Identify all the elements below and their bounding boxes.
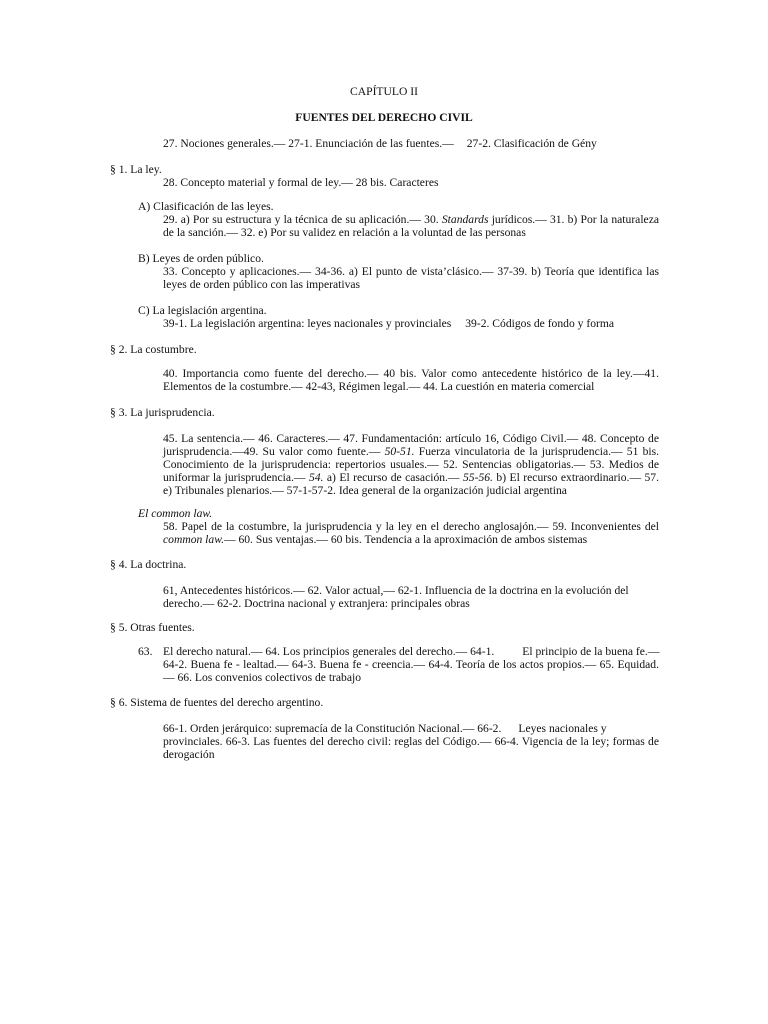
- section-3-heading: § 3. La jurisprudencia.: [110, 406, 215, 419]
- section-1-heading: § 1. La ley.: [110, 163, 162, 176]
- section-2-line-2: Elementos de la costumbre.— 42-43, Régimen legal.— 44. La cuestión en materia comercial: [163, 380, 595, 393]
- section-4-line-1: 61, Antecedentes históricos.— 62. Valor actual,— 62-1. Influencia de la doctrina en la evolución del: [163, 584, 629, 597]
- section-5-number: 63.: [138, 645, 153, 658]
- section-6-line-1: [163, 722, 607, 735]
- chapter-number: CAPÍTULO II: [350, 85, 418, 98]
- text-span: — 60. Sus ventajas.— 60 bis. Tendencia a la aproximación de ambos sistemas: [223, 533, 588, 546]
- text-span: 39-1. La legislación argentina: leyes nacionales y provinciales: [163, 317, 452, 330]
- text-span: a) El recurso de casación.—: [326, 471, 460, 484]
- subsection-c-heading: C) La legislación argentina.: [138, 304, 267, 317]
- italic-term: Standards: [441, 213, 489, 226]
- section-5-line-1: [163, 645, 659, 658]
- section-4-line-2: derecho.— 62-2. Doctrina nacional y extranjera: principales obras: [163, 597, 470, 610]
- text-span: El derecho natural.— 64. Los principios generales del derecho.— 64-1.: [163, 645, 495, 658]
- section-2-heading: § 2. La costumbre.: [110, 343, 197, 356]
- chapter-title: FUENTES DEL DERECHO CIVIL: [295, 111, 473, 124]
- text-span: jurisprudencia.—49. Su valor como fuente.—: [163, 445, 381, 458]
- subsection-b-line-1: 33. Concepto y aplicaciones.— 34-36. a) El punto de vista’clásico.— 37-39. b) Teoría que identifica las: [163, 265, 659, 278]
- subsection-a-line-2: de la sanción.— 32. e) Por su validez en relación a la voluntad de las personas: [163, 226, 526, 239]
- section-6-line-2: provinciales. 66-3. Las fuentes del derecho civil: reglas del Código.— 66-4. Vigencia de la ley; formas de: [163, 735, 659, 748]
- subsection-a-line-1: [163, 213, 659, 226]
- section-3-line-4: [163, 471, 659, 484]
- section-2-line-1: 40. Importancia como fuente del derecho.— 40 bis. Valor como antecedente histórico de la ley.—41.: [163, 367, 659, 380]
- section-5-line-3: — 66. Los convenios colectivos de trabajo: [163, 671, 362, 684]
- common-law-line-1: 58. Papel de la costumbre, la jurisprudencia y la ley en el derecho anglosajón.— 59. Inconvenientes del: [163, 520, 659, 533]
- italic-term: 55-56.: [463, 471, 493, 484]
- section-3-line-2: [163, 445, 659, 458]
- text-span: Leyes nacionales y: [518, 722, 607, 735]
- subsection-b-line-2: leyes de orden público con las imperativas: [163, 278, 361, 291]
- text-span: 66-1. Orden jerárquico: supremacía de la Constitución Nacional.— 66-2.: [163, 722, 502, 735]
- text-span: 29. a) Por su estructura y la técnica de su aplicación.— 30.: [163, 213, 439, 226]
- section-6-heading: § 6. Sistema de fuentes del derecho argentino.: [110, 696, 324, 709]
- text-span: jurídicos.— 31. b) Por la naturaleza: [491, 213, 659, 226]
- italic-term: 50-51.: [384, 445, 415, 458]
- section-6-line-3: derogación: [163, 748, 215, 761]
- text-span: uniformar la jurisprudencia.—: [163, 471, 306, 484]
- subsection-c-line: [163, 317, 614, 330]
- section-4-heading: § 4. La doctrina.: [110, 558, 187, 571]
- section-3-line-5: e) Tribunales plenarios.— 57-1-57-2. Idea general de la organización judicial argentina: [163, 484, 567, 497]
- common-law-line-2: [163, 533, 587, 546]
- common-law-title: El common law.: [138, 507, 213, 520]
- text-span: b) El recurso extraordinario.— 57.: [496, 471, 659, 484]
- section-3-line-3: Conocimiento de la jurisprudencia: repertorios usuales.— 52. Sentencias obligatorias.— 53. Medios de: [163, 458, 659, 471]
- text-span: 39-2. Códigos de fondo y forma: [465, 317, 615, 330]
- section-5-heading: § 5. Otras fuentes.: [110, 621, 195, 634]
- italic-term: 54.: [308, 471, 324, 484]
- intro-text-a: 27. Nociones generales.— 27-1. Enunciación de las fuentes.—: [163, 137, 454, 150]
- section-3-line-1: 45. La sentencia.— 46. Caracteres.— 47. Fundamentación: artículo 16, Código Civil.— 48. Concepto de: [163, 432, 659, 445]
- subsection-b-heading: B) Leyes de orden público.: [138, 252, 264, 265]
- section-1-line: 28. Concepto material y formal de ley.— 28 bis. Caracteres: [163, 176, 439, 189]
- italic-term: common law.: [163, 533, 224, 546]
- text-span: El principio de la buena fe.—: [522, 645, 660, 658]
- subsection-a-heading: A) Clasificación de las leyes.: [138, 200, 274, 213]
- text-span: Fuerza vinculatoria de la jurisprudencia.— 51 bis.: [418, 445, 659, 458]
- common-law-heading: [138, 507, 212, 520]
- section-5-line-2: 64-2. Buena fe - lealtad.— 64-3. Buena fe - creencia.— 64-4. Teoría de los actos propios.— 65. Equidad.: [163, 658, 659, 671]
- intro-text-b: 27-2. Clasificación de Gény: [466, 137, 597, 150]
- intro-line: [163, 137, 597, 150]
